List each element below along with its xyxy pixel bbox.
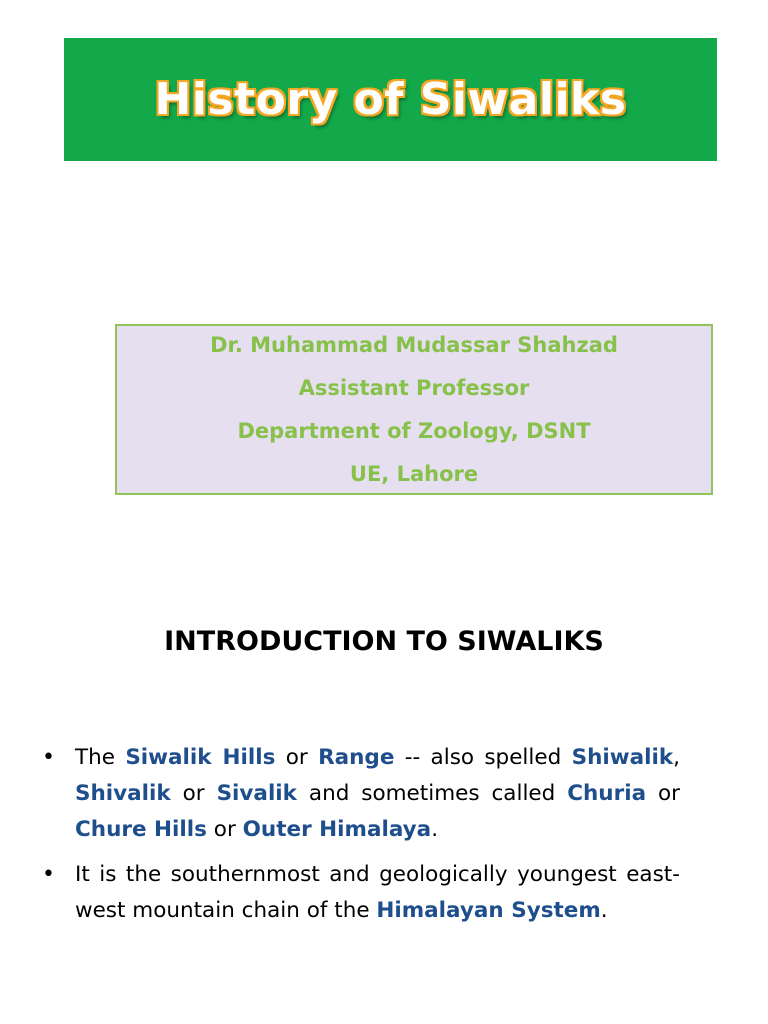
bullet-text-segment: . [600, 898, 608, 923]
bullet-text-segment: It is the southernmost and geologically youngest east-west mountain chain of the [75, 862, 680, 923]
bullet-text-segment: , [673, 745, 680, 770]
highlighted-term: Outer Himalaya [242, 817, 432, 842]
bullet-text [75, 857, 680, 929]
author-institution: UE, Lahore [349, 462, 479, 486]
author-department: Department of Zoology, DSNT [237, 419, 591, 443]
section-heading: INTRODUCTION TO SIWALIKS [164, 626, 604, 657]
bullet-text-segment: or [170, 781, 217, 806]
highlighted-term: Range [318, 745, 395, 770]
bullet-text-segment: and sometimes called [296, 781, 568, 806]
highlighted-term: Himalayan System [376, 898, 601, 923]
bullet-text [75, 740, 680, 848]
highlighted-term: Shivalik [75, 781, 171, 806]
bullet-text-segment: The [75, 745, 126, 770]
author-info-box [115, 324, 713, 495]
highlighted-term: Siwalik Hills [125, 745, 276, 770]
bullet-item [42, 740, 680, 848]
highlighted-term: Shiwalik [571, 745, 674, 770]
bullet-text-segment: -- also spelled [394, 745, 572, 770]
bullet-text-segment: . [431, 817, 439, 842]
author-position: Assistant Professor [298, 376, 530, 400]
bullet-dot-icon: • [42, 745, 55, 770]
highlighted-term: Chure Hills [75, 817, 207, 842]
highlighted-term: Sivalik [216, 781, 297, 806]
bullet-list [42, 740, 680, 938]
title-banner [64, 38, 717, 161]
bullet-dot-icon: • [42, 862, 55, 887]
highlighted-term: Churia [567, 781, 647, 806]
bullet-text-segment: or [275, 745, 319, 770]
slide-title: History of Siwaliks [154, 74, 627, 125]
bullet-text-segment: or [206, 817, 243, 842]
author-name: Dr. Muhammad Mudassar Shahzad [210, 333, 618, 357]
bullet-item [42, 857, 680, 929]
bullet-text-segment: or [646, 781, 681, 806]
